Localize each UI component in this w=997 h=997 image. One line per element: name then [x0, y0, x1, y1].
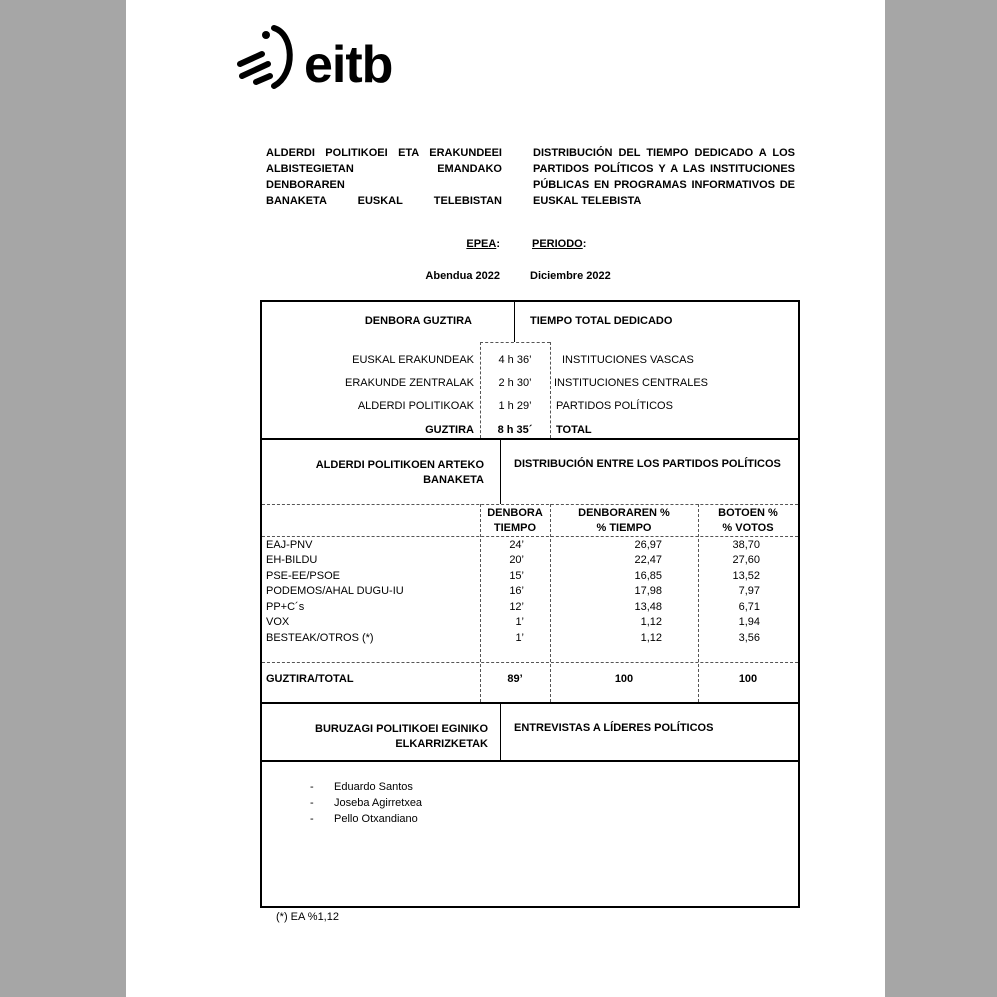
eitb-logo-text: eitb [304, 36, 393, 94]
total-time-total-es: TOTAL [556, 424, 592, 436]
parties-title-es: DISTRIBUCIÓN ENTRE LOS PARTIDOS POLÍTICOS [514, 458, 781, 470]
interviews-title-eu: BURUZAGI POLITIKOEI EGINIKO ELKARRIZKETAK [315, 723, 488, 750]
period-value-eu: Abendua 2022 [425, 270, 500, 282]
institution-row-eu: ERAKUNDE ZENTRALAK [345, 377, 474, 389]
document-page: eitb ALDERDI POLITIKOEI ETA ERAKUNDEEI ALBISTEGIETAN EMANDAKO DENBORAREN BANAKETA EUSKAL TELEBISTAN DISTRIBUCIÓN DEL TIEMPO DEDICADO A LOS PARTIDOS POLÍTICOS Y A LAS INSTITUCIONES PÚBLICAS EN PROGRAMAS INFORMATIVOS DE EUSKAL TELEBISTA EPEA: PERIODO: Abendua 2022 Diciembre 2022 DENBORA GUZTIRA TIEMPO TOTAL DEDICADO EUSKAL ERAKUNDEAK 4 h 36’ INSTITUCIONES VASCAS ERAKUNDE ZENTRALAK 2 h 30’ INSTITUCIONES CENTRALES ALDERDI POLITIKOAK 1 h 29’ PARTIDOS POLÍTICOS GUZTIRA 8 h 35´ TOTAL ALDERDI POLITIKOEN ARTEKO BANAKETA DISTRIBUCIÓN ENTRE LOS PARTIDOS POLÍTICOS DENBORA TIEMPO DENBORAREN % % TIEMPO BOTOEN % % VOTOS EAJ-PNV 24’ 26,97 38,70 EH-BILDU 20’ 22,47 27,60 PSE-EE/PSOE 15’ 16,85 13,52 PODEMOS/AHAL DUGU-IU 16’ 17,98 7,97 PP+C´s 12’ 13,48 6,71 VOX 1’ 1,12 1,94 BESTEAK/OTROS (*) 1’ 1,12 3,56 GUZTIRA/TOTAL 89’ 100 100 BURUZAGI POLITIKOEI EGINIKO ELKARRIZKETAK ENTREVISTAS A LÍDERES POLÍTICOS - Eduardo Santos - Joseba Agirretxea - Pello Otxandiano (*) EA %1,12 [126, 0, 885, 997]
eitb-logo-mark-icon [236, 22, 308, 94]
period-value-es: Diciembre 2022 [530, 270, 611, 282]
parties-title-eu: ALDERDI POLITIKOEN ARTEKO BANAKETA [315, 459, 484, 486]
period-label-eu: EPEA: [466, 238, 500, 250]
total-time-title-eu: DENBORA GUZTIRA [364, 315, 472, 327]
institution-row-es: INSTITUCIONES CENTRALES [554, 377, 709, 389]
total-time-total-eu: GUZTIRA [425, 424, 474, 436]
total-time-total-value: 8 h 35´ [497, 424, 533, 436]
total-time-title-es: TIEMPO TOTAL DEDICADO [530, 315, 673, 327]
institution-row-es: PARTIDOS POLÍTICOS [556, 400, 673, 412]
col-header-time-pct: DENBORAREN % % TIEMPO [578, 507, 670, 534]
eitb-logo [236, 22, 426, 94]
col-header-votes-pct: BOTOEN % % VOTOS [718, 507, 778, 534]
institution-row-time: 1 h 29’ [498, 400, 532, 412]
institution-row-eu: ALDERDI POLITIKOAK [357, 400, 474, 412]
institution-row-time: 2 h 30’ [498, 377, 532, 389]
institution-row-time: 4 h 36’ [498, 354, 532, 366]
period-label-es: PERIODO: [532, 238, 587, 250]
header-title-es: DISTRIBUCIÓN DEL TIEMPO DEDICADO A LOS PARTIDOS POLÍTICOS Y A LAS INSTITUCIONES PÚBLICAS EN PROGRAMAS INFORMATIVOS DE EUSKAL TELEBISTA [533, 147, 795, 207]
institution-row-es: INSTITUCIONES VASCAS [562, 354, 694, 366]
header-title-eu: ALDERDI POLITIKOEI ETA ERAKUNDEEI ALBISTEGIETAN EMANDAKO DENBORAREN BANAKETA EUSKAL TELEBISTAN [266, 147, 502, 207]
footnote: (*) EA %1,12 [276, 911, 339, 923]
col-header-time: DENBORA TIEMPO [487, 507, 543, 534]
institution-row-eu: EUSKAL ERAKUNDEAK [352, 354, 474, 366]
interviews-title-es: ENTREVISTAS A LÍDERES POLÍTICOS [514, 722, 714, 734]
